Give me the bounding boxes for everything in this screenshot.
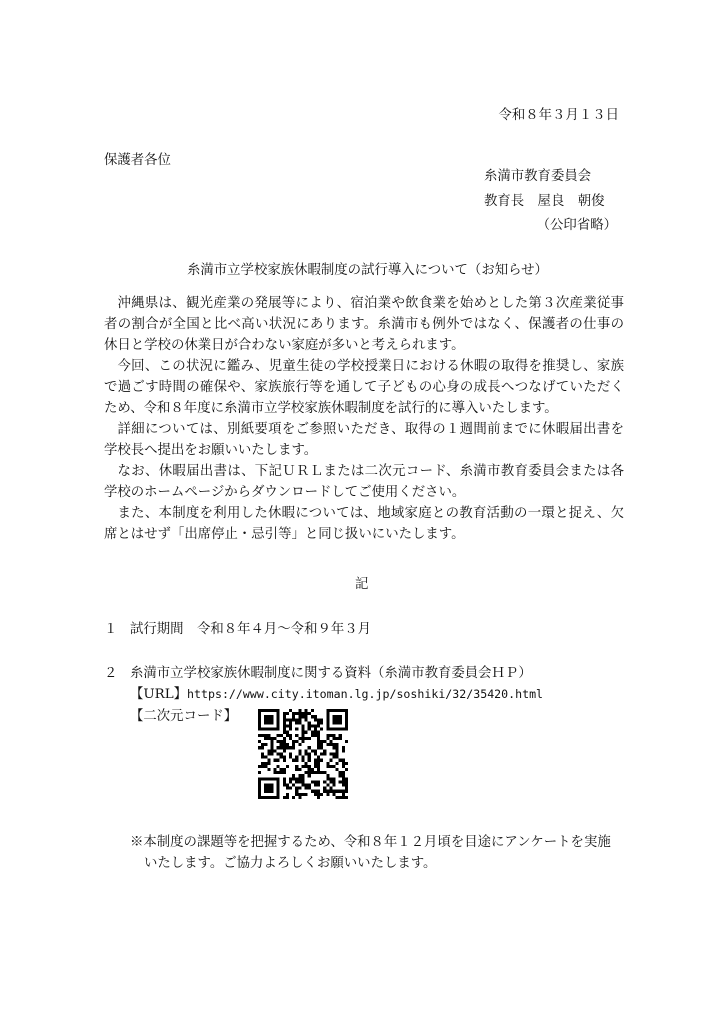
- qr-code-image[interactable]: [258, 709, 348, 799]
- note-line-2: いたします。ご協力よろしくお願いいたします。: [144, 856, 437, 871]
- item-2-text: 糸満市立学校家族休暇制度に関する資料（糸満市教育委員会ＨＰ）: [130, 666, 532, 681]
- url-row: [130, 684, 543, 705]
- sender-person: 教育長 屋良 朝俊: [484, 194, 605, 209]
- note-line-1: ※本制度の課題等を把握するため、令和８年１２月頃を目途にアンケートを実施: [130, 835, 611, 850]
- seal-note: （公印省略）: [536, 218, 617, 233]
- body-paragraph: 詳細については、別紙要項をご参照いただき、取得の１週間前までに休暇届出書を学校長へ提出をお願いいたします。: [104, 422, 624, 458]
- item-1-text: 試行期間 令和８年４月～令和９年３月: [130, 622, 372, 637]
- body-text: [104, 293, 624, 545]
- document-title: 糸満市立学校家族休暇制度の試行導入について（お知らせ）: [187, 263, 548, 278]
- url-label: 【URL】: [130, 687, 188, 702]
- body-paragraph: 沖縄県は、観光産業の発展等により、宿泊業や飲食業を始めとした第３次産業従事者の割合が全国と比べ高い状況にあります。糸満市も例外ではなく、保護者の仕事の休日と学校の休業日が合わない家庭が多いと考えられます。: [104, 296, 624, 353]
- item-1-number: １: [104, 622, 118, 637]
- body-paragraph: 今回、この状況に鑑み、児童生徒の学校授業日における休暇の取得を推奨し、家族で過ごす時間の確保や、家族旅行等を通して子どもの心身の成長へつなげていただくため、令和８年度に糸満市立学校家族休暇制度を試行的に導入いたします。: [104, 359, 624, 416]
- body-paragraph: また、本制度を利用した休暇については、地域家庭との教育活動の一環と捉え、欠席とはせず「出席停止・忌引等」と同じ扱いにいたします。: [104, 506, 624, 542]
- url-link[interactable]: https://www.city.itoman.lg.jp/soshiki/32/35420.html: [187, 687, 544, 701]
- ki-heading: 記: [355, 577, 369, 592]
- item-2-number: ２: [104, 666, 118, 681]
- qr-label: 【二次元コード】: [130, 709, 238, 724]
- sender-organization: 糸満市教育委員会: [484, 169, 592, 184]
- body-paragraph: なお、休暇届出書は、下記ＵＲＬまたは二次元コード、糸満市教育委員会または各学校のホームページからダウンロードしてご使用ください。: [104, 464, 624, 500]
- addressee: 保護者各位: [104, 153, 171, 168]
- document-date: 令和８年３月１３日: [498, 108, 619, 123]
